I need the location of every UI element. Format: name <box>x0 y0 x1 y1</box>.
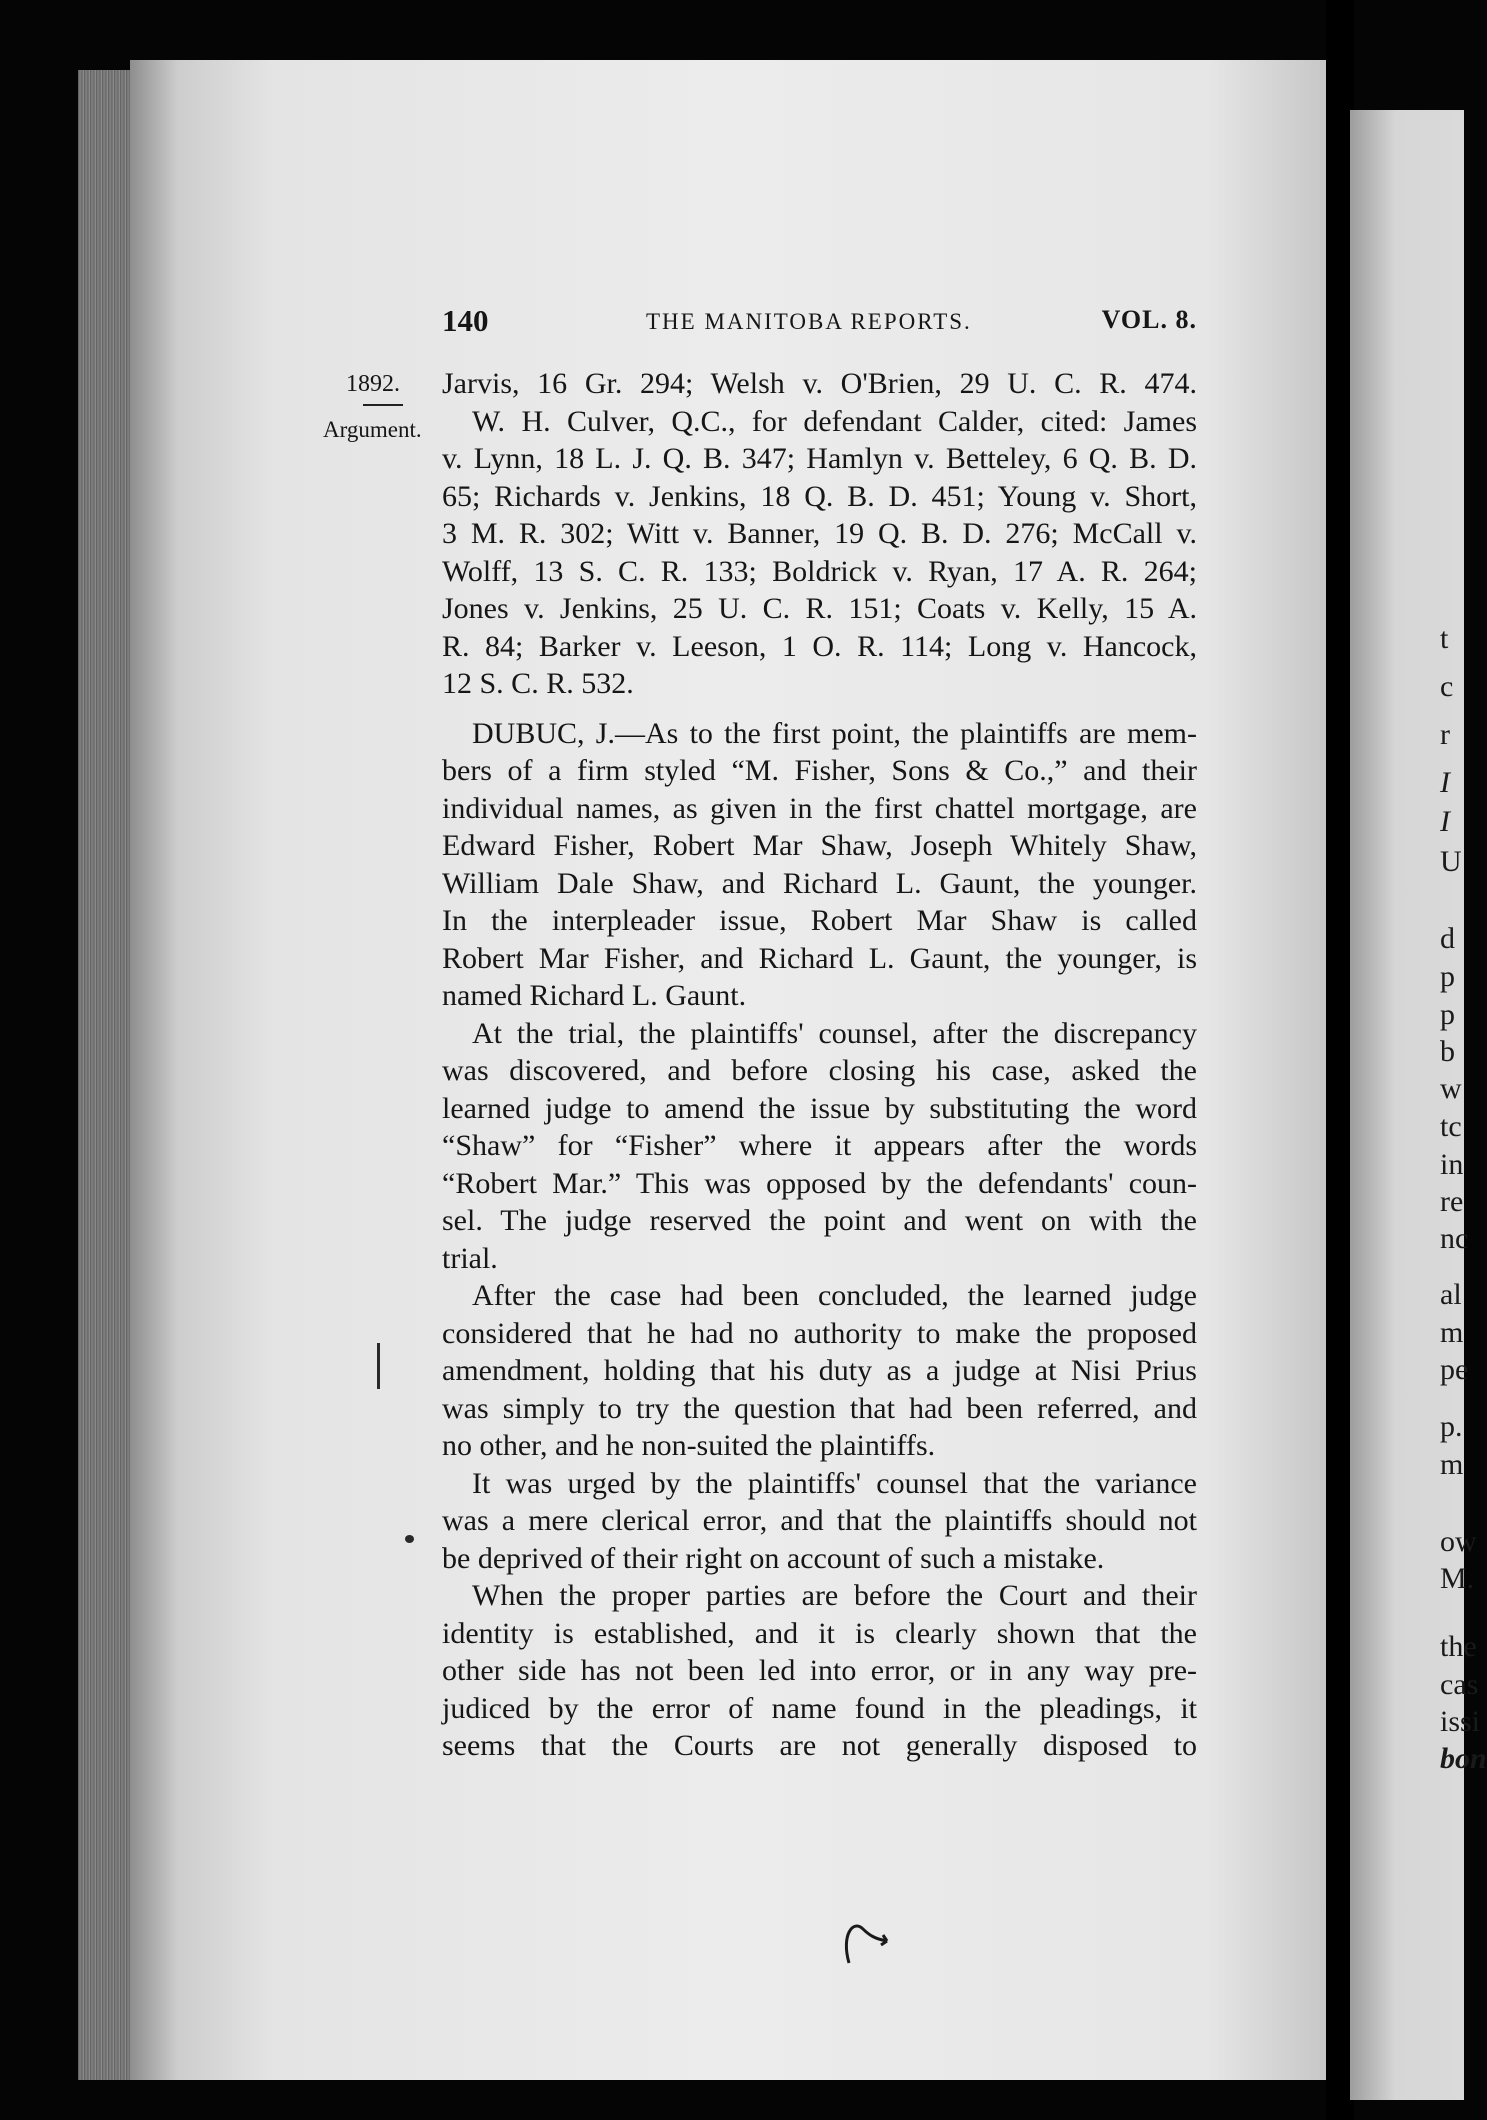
text-line: “Robert Mar.” This was opposed by the defendants' coun- <box>442 1166 1197 1200</box>
text-line: Jones v. Jenkins, 25 U. C. R. 151; Coats v. Kelly, 15 A. <box>442 592 1197 625</box>
text-line: trial. <box>442 1241 498 1275</box>
text-line: In the interpleader issue, Robert Mar Shaw is called <box>442 904 1197 937</box>
next-page-text: c <box>1440 670 1454 703</box>
text-line: William Dale Shaw, and Richard L. Gaunt, the younger. <box>442 866 1197 900</box>
text-line: identity is established, and it is clearly shown that the <box>442 1616 1197 1650</box>
text-line: be deprived of their right on account of such a mistake. <box>442 1541 1105 1575</box>
body-text <box>442 365 1197 1765</box>
text-line: DUBUC, J.—As to the first point, the plaintiffs are mem- <box>472 716 1197 750</box>
margin-year: 1892. <box>346 371 400 397</box>
next-page-text: p. <box>1440 1410 1463 1443</box>
next-page-text: m <box>1440 1316 1464 1349</box>
running-title: THE MANITOBA REPORTS. <box>646 309 972 334</box>
text-line: sel. The judge reserved the point and went on with the <box>442 1204 1197 1237</box>
next-page-text: m <box>1440 1448 1464 1481</box>
text-line: bers of a firm styled “M. Fisher, Sons & Co.,” and their <box>442 754 1197 787</box>
page-number: 140 <box>442 303 489 338</box>
next-page-text: al <box>1440 1278 1462 1311</box>
text-line: W. H. Culver, Q.C., for defendant Calder, cited: James <box>472 404 1197 438</box>
next-page-text: d <box>1440 922 1455 955</box>
text-line: R. 84; Barker v. Leeson, 1 O. R. 114; Long v. Hancock, <box>442 629 1197 663</box>
text-line: When the proper parties are before the Court and their <box>472 1579 1197 1612</box>
next-page-text: nc <box>1440 1222 1469 1255</box>
next-page-text: w <box>1440 1072 1462 1105</box>
text-line: 65; Richards v. Jenkins, 18 Q. B. D. 451; Young v. Short, <box>442 479 1197 513</box>
text-line: It was urged by the plaintiffs' counsel that the variance <box>472 1466 1197 1500</box>
next-page-text: t <box>1440 622 1449 655</box>
next-page-text: p <box>1440 960 1455 993</box>
text-line: considered that he had no authority to make the proposed <box>442 1316 1197 1350</box>
running-header <box>442 303 1197 343</box>
text-line: At the trial, the plaintiffs' counsel, after the discrepancy <box>472 1016 1197 1050</box>
next-page-text: U <box>1440 845 1462 878</box>
text-line: was a mere clerical error, and that the plaintiffs should not <box>442 1504 1197 1537</box>
text-line: Edward Fisher, Robert Mar Shaw, Joseph Whitely Shaw, <box>442 829 1197 862</box>
text-line: was simply to try the question that had been referred, and <box>442 1391 1197 1425</box>
next-page-text: in <box>1440 1148 1464 1181</box>
next-page-text: cas <box>1440 1668 1479 1701</box>
volume-label: VOL. 8. <box>1101 305 1197 334</box>
next-page-text: bon <box>1440 1742 1487 1775</box>
text-line: Wolff, 13 S. C. R. 133; Boldrick v. Ryan, 17 A. R. 264; <box>442 554 1197 588</box>
next-page-text: issi <box>1440 1705 1481 1738</box>
next-page-text: I <box>1440 805 1450 838</box>
next-page-text: I <box>1440 766 1450 799</box>
text-line: individual names, as given in the first chattel mortgage, are <box>442 791 1197 825</box>
text-line: “Shaw” for “Fisher” where it appears after the words <box>442 1129 1197 1162</box>
text-line: judiced by the error of name found in the pleadings, it <box>442 1691 1197 1725</box>
text-line: named Richard L. Gaunt. <box>442 979 747 1012</box>
next-page-text: the <box>1440 1630 1477 1663</box>
next-page-text: re <box>1440 1185 1464 1218</box>
next-page-text: M. <box>1440 1562 1475 1595</box>
text-line: 12 S. C. R. 532. <box>442 667 634 700</box>
text-line: After the case had been concluded, the learned judge <box>472 1279 1197 1312</box>
text-line: 3 M. R. 302; Witt v. Banner, 19 Q. B. D. 276; McCall v. <box>442 517 1197 550</box>
text-line: amendment, holding that his duty as a judge at Nisi Prius <box>442 1354 1197 1387</box>
margin-rule <box>363 404 403 406</box>
text-line: v. Lynn, 18 L. J. Q. B. 347; Hamlyn v. Betteley, 6 Q. B. D. <box>442 442 1197 475</box>
text-line: Robert Mar Fisher, and Richard L. Gaunt, the younger, is <box>442 941 1197 975</box>
next-page-text: r <box>1440 718 1450 751</box>
text-line: learned judge to amend the issue by substituting the word <box>442 1091 1197 1125</box>
next-page-text: p <box>1440 998 1455 1031</box>
next-page-text: b <box>1440 1035 1455 1068</box>
text-line: was discovered, and before closing his case, asked the <box>442 1054 1197 1087</box>
ink-squiggle <box>835 1915 915 1975</box>
margin-pencil-mark <box>377 1343 380 1389</box>
next-page-text: ow <box>1440 1525 1477 1558</box>
text-line: seems that the Courts are not generally disposed to <box>442 1729 1197 1762</box>
next-page-text: tc <box>1440 1110 1462 1143</box>
text-line: no other, and he non-suited the plaintiffs. <box>442 1429 936 1462</box>
text-line: Jarvis, 16 Gr. 294; Welsh v. O'Brien, 29 U. C. R. 474. <box>442 367 1197 400</box>
text-line: other side has not been led into error, or in any way pre- <box>442 1654 1197 1687</box>
next-page-text: pe <box>1440 1353 1469 1386</box>
margin-label: Argument. <box>323 417 422 442</box>
ink-speck <box>405 1535 414 1543</box>
